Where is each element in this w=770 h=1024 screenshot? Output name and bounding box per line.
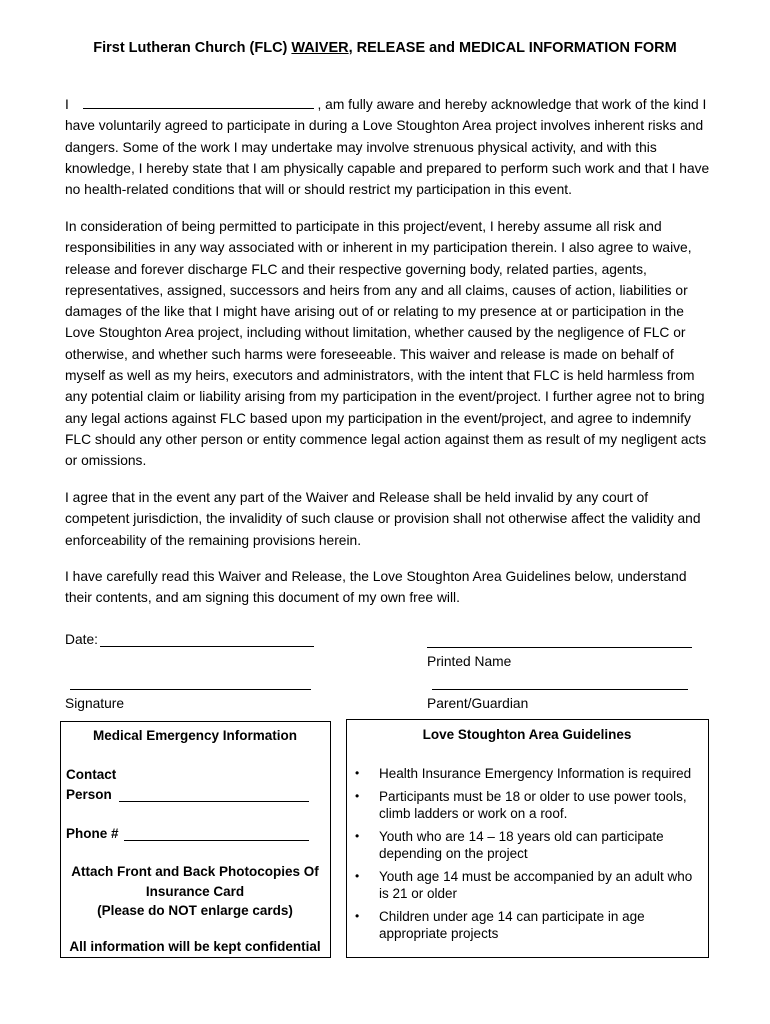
- parent-guardian-label: Parent/Guardian: [427, 696, 529, 711]
- parent-guardian-field[interactable]: [432, 689, 688, 690]
- severability-paragraph: I agree that in the event any part of the Waiver and Release shall be held invalid by any court of competent jurisdiction, the invalidity of such clause or provision shall not otherwise affect the validity and enforceability of the remaining provisions herein.: [65, 490, 701, 548]
- bullet-icon: •: [355, 789, 360, 803]
- confidential-note: All information will be kept confidential: [69, 939, 321, 954]
- title-suffix: , RELEASE and MEDICAL INFORMATION FORM: [348, 40, 677, 56]
- phone-label: Phone #: [66, 826, 119, 841]
- assumption-of-risk-paragraph: In consideration of being permitted to participate in this project/event, I hereby assume all risk and responsibilities in any way associated with or inherent in my participation therein. I also agree to waive, release and forever discharge FLC and their respective governing body, related parties, agents, representatives, assigned, successors and heirs from any and all claims, causes of action, liabilities or damages of the like that I might have arising out of or relating to my presence at or participation in the Love Stoughton Area project, including without limitation, whether caused by the negligence of FLC or otherwise, and whether such harms were foreseeable. This waiver and release is made on behalf of myself as well as my heirs, executors and administrators, with the intent that FLC is held harmless from any potential claim or liability arising from my participation in the event/project. I further agree not to bring any legal actions against FLC based upon my participation in the event/project, and agree to indemnify FLC should any other person or entity commence legal action against them as result of my negligent acts or omissions.: [65, 219, 707, 469]
- acknowledgement-text: , am fully aware and hereby acknowledge that work of the kind I have voluntarily agreed to participate in during a Love Stoughton Area project involves inherent risks and dangers. Some of the work I may undertake may involve strenuous physical activity, and with this knowledge, I hereby state that I am physically capable and prepared to perform such work and that I have no health-related conditions that will or should restrict my participation in this event.: [65, 97, 710, 198]
- title-prefix: First Lutheran Church (FLC): [93, 40, 292, 56]
- guideline-item: • Youth who are 14 – 18 years old can participate depending on the project: [355, 829, 664, 861]
- signature-field[interactable]: [70, 689, 311, 690]
- contact-person-field[interactable]: [119, 801, 309, 802]
- form-title: [0, 40, 770, 56]
- guideline-item: • Participants must be 18 or older to use power tools, climb ladders or work on a roof.: [355, 789, 687, 821]
- consent-paragraph: I have carefully read this Waiver and Release, the Love Stoughton Area Guidelines below, understand their contents, and am signing this document of my own free will.: [65, 569, 687, 606]
- medical-info-box: [60, 721, 331, 958]
- pronoun-i: I: [65, 97, 69, 112]
- insurance-card-instructions: [61, 862, 329, 921]
- bullet-icon: •: [355, 909, 360, 923]
- bullet-icon: •: [355, 869, 360, 883]
- guidelines-title: Love Stoughton Area Guidelines: [422, 727, 632, 742]
- medical-info-title: Medical Emergency Information: [92, 728, 298, 743]
- attach-line-3: (Please do NOT enlarge cards): [97, 903, 293, 918]
- date-field[interactable]: [100, 646, 314, 647]
- guideline-item: • Health Insurance Emergency Information is required: [355, 766, 692, 781]
- guideline-item: • Children under age 14 can participate in age appropriate projects: [355, 909, 645, 941]
- guideline-item: • Youth age 14 must be accompanied by an adult who is 21 or older: [355, 869, 693, 901]
- date-label: Date:: [65, 632, 98, 647]
- contact-label: Contact: [66, 767, 117, 782]
- attach-line-2: Insurance Card: [145, 883, 245, 899]
- attach-line-1: Attach Front and Back Photocopies Of: [71, 864, 319, 879]
- participant-name-field[interactable]: [83, 96, 314, 109]
- guidelines-list: [351, 765, 701, 948]
- acknowledgement-paragraph: [65, 94, 715, 200]
- printed-name-label: Printed Name: [427, 654, 512, 669]
- phone-field[interactable]: [124, 840, 309, 841]
- guidelines-box: [346, 719, 709, 958]
- person-label: Person: [66, 787, 112, 802]
- title-waiver: WAIVER: [291, 40, 349, 56]
- bullet-icon: •: [355, 829, 360, 843]
- printed-name-field[interactable]: [427, 647, 692, 648]
- signature-label: Signature: [65, 696, 125, 711]
- bullet-icon: •: [355, 766, 360, 780]
